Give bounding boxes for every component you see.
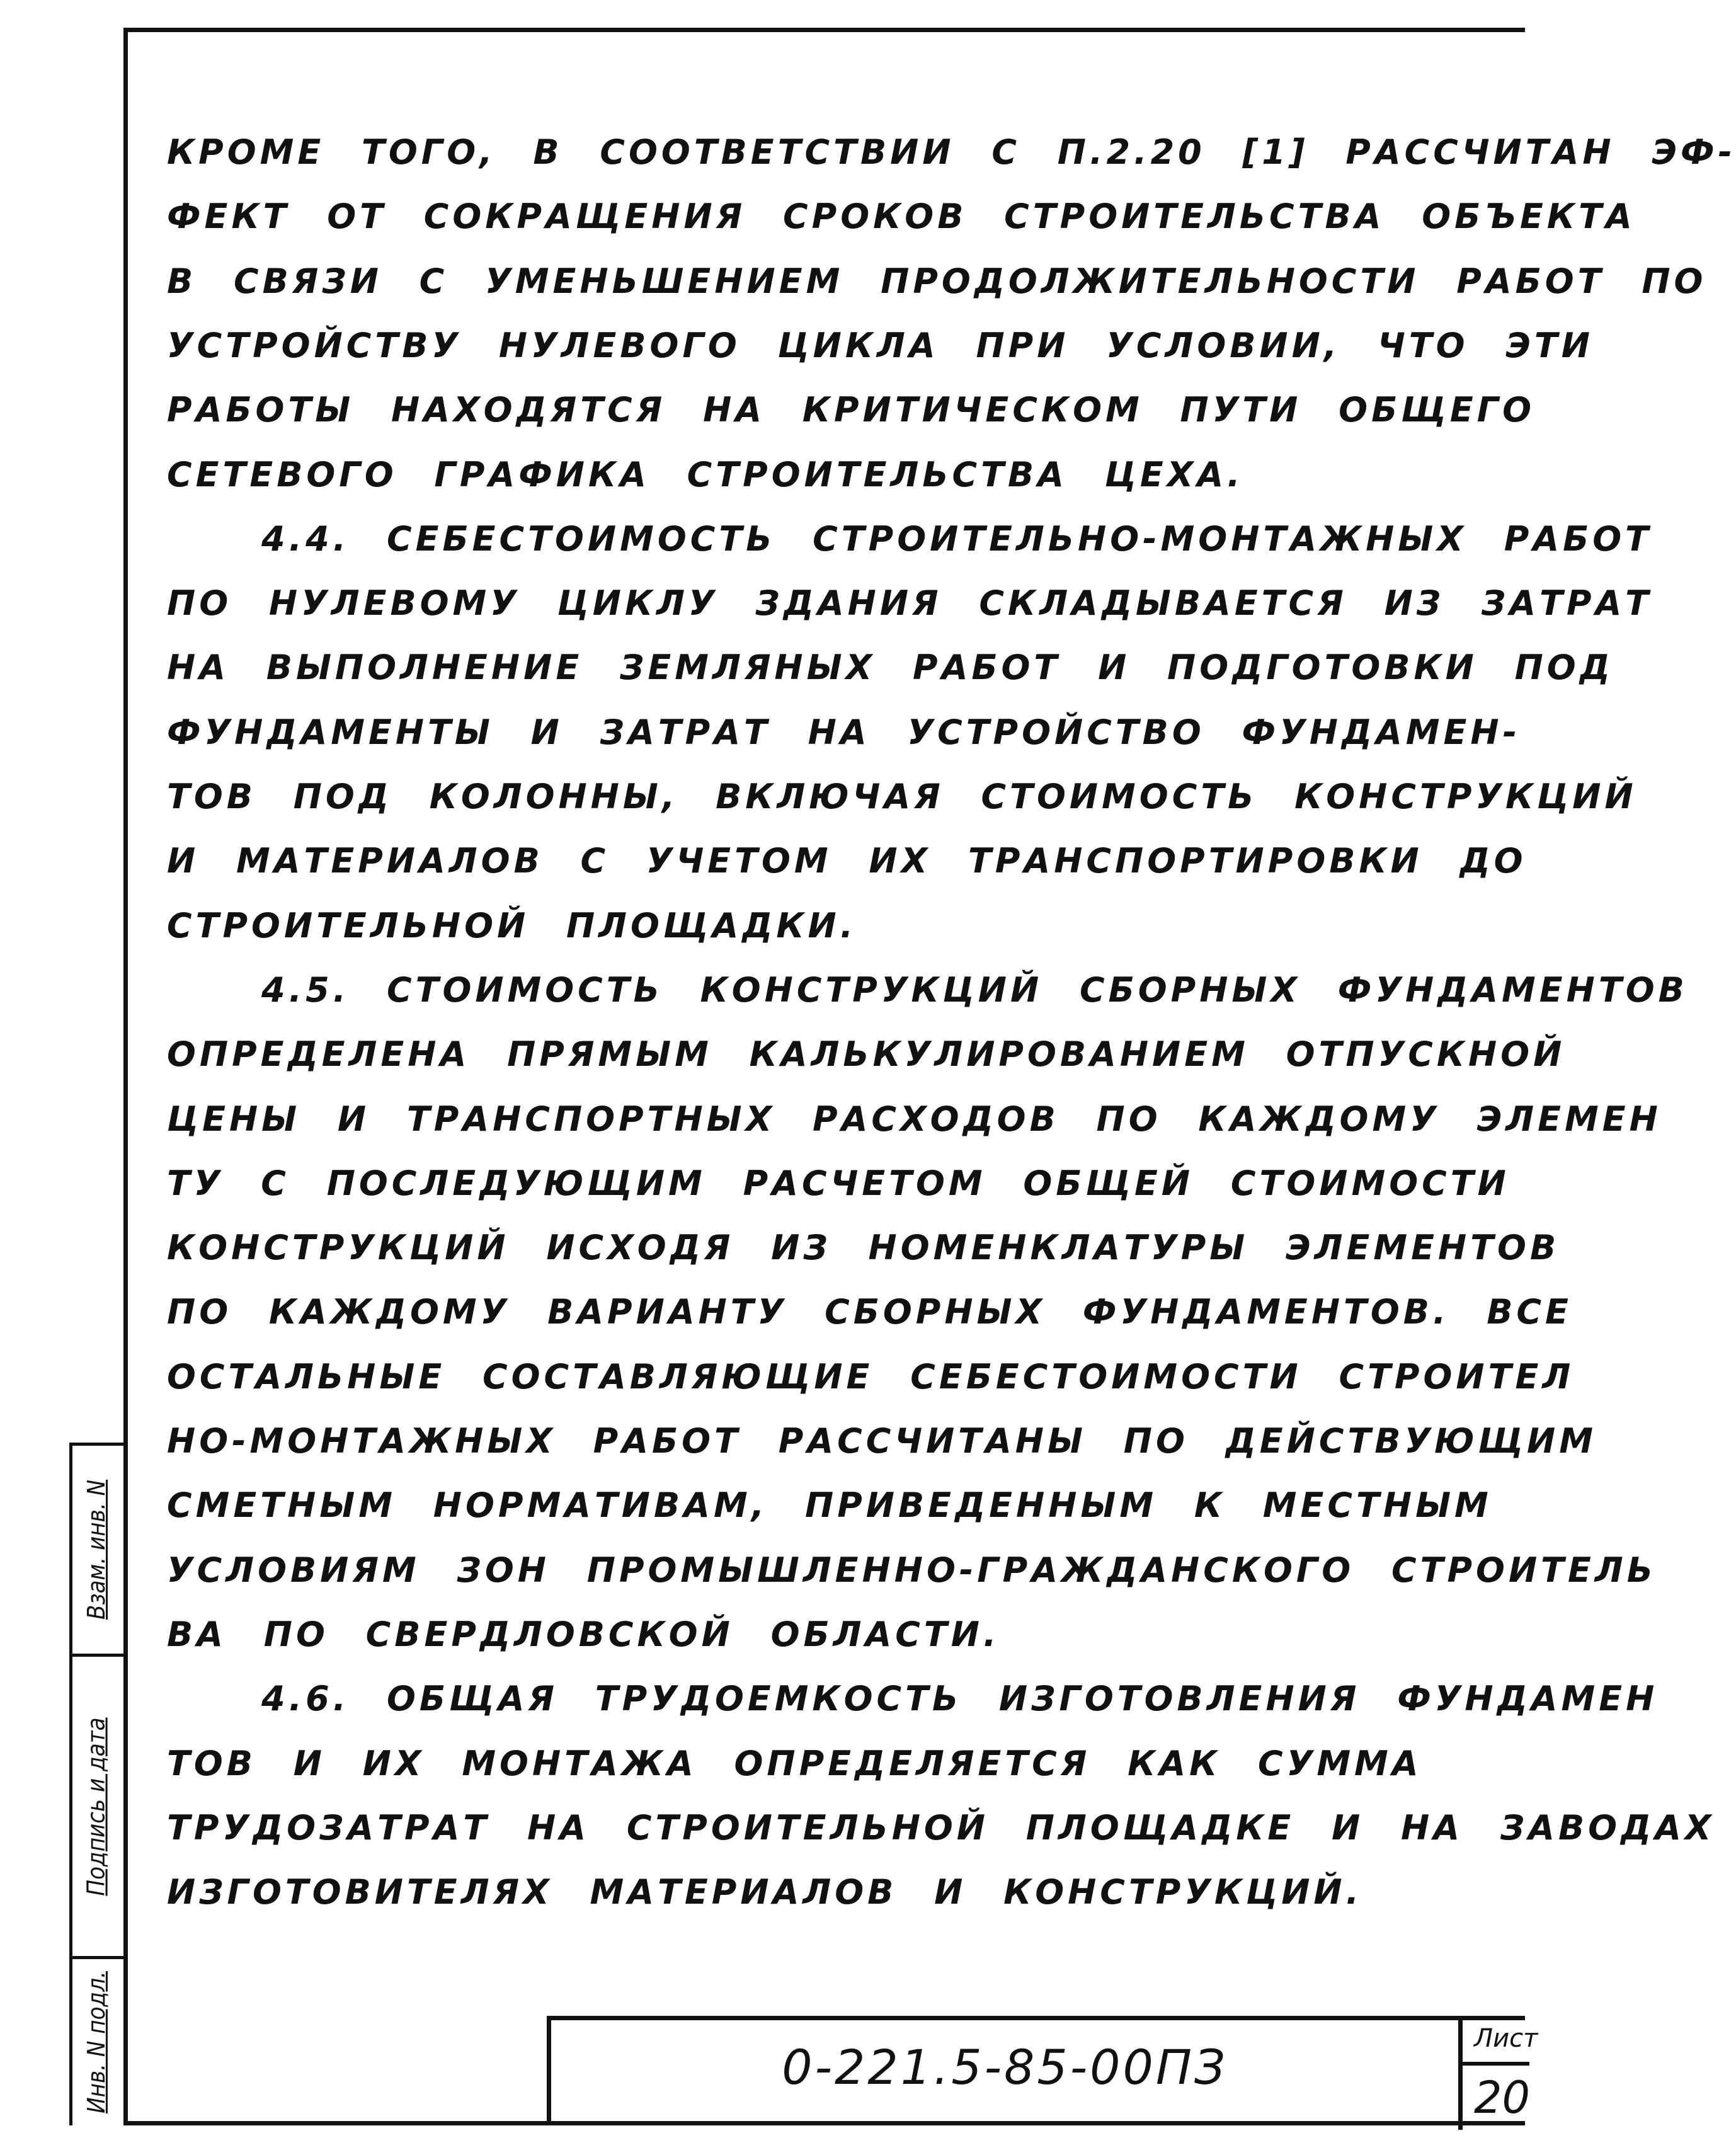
text-line: ИЗГОТОВИТЕЛЯХ МАТЕРИАЛОВ И КОНСТРУКЦИЙ. [167, 1872, 1363, 1913]
stamp-signature-date-label: Подпись и дата [83, 1717, 110, 1896]
text-line: ОПРЕДЕЛЕНА ПРЯМЫМ КАЛЬКУЛИРОВАНИЕМ ОТПУСКНОЙ [167, 1034, 1566, 1075]
paragraph-start-line: 4.5. СТОИМОСТЬ КОНСТРУКЦИЙ СБОРНЫХ ФУНДАМЕНТОВ [261, 969, 1688, 1010]
sheet-label: Лист [1474, 2024, 1538, 2053]
text-line: СЕТЕВОГО ГРАФИКА СТРОИТЕЛЬСТВА ЦЕХА. [167, 454, 1244, 495]
title-block-sheet-divider [1463, 2062, 1529, 2066]
text-line: УСТРОЙСТВУ НУЛЕВОГО ЦИКЛА ПРИ УСЛОВИИ, ЧТО ЭТИ [167, 325, 1594, 365]
frame-top-border [123, 28, 1525, 32]
text-line: И МАТЕРИАЛОВ С УЧЕТОМ ИХ ТРАНСПОРТИРОВКИ ДО [167, 841, 1527, 881]
stamp-inv-no-label: Инв. N подл. [83, 1971, 110, 2113]
text-line: УСЛОВИЯМ ЗОН ПРОМЫШЛЕННО-ГРАЖДАНСКОГО СТРОИТЕЛЬ [167, 1550, 1657, 1590]
document-code: 0-221.5-85-00ПЗ [782, 2039, 1228, 2095]
text-line: НА ВЫПОЛНЕНИЕ ЗЕМЛЯНЫХ РАБОТ И ПОДГОТОВКИ ПОД [167, 648, 1614, 688]
text-line: НО-МОНТАЖНЫХ РАБОТ РАССЧИТАНЫ ПО ДЕЙСТВУЮЩИМ [167, 1421, 1597, 1461]
title-block [547, 2016, 1538, 2125]
text-line: ТОВ ПОД КОЛОННЫ, ВКЛЮЧАЯ СТОИМОСТЬ КОНСТРУКЦИЙ [167, 777, 1637, 816]
paragraph-start-line: 4.6. ОБЩАЯ ТРУДОЕМКОСТЬ ИЗГОТОВЛЕНИЯ ФУНДАМЕН [261, 1679, 1659, 1719]
text-line: ТОВ И ИХ МОНТАЖА ОПРЕДЕЛЯЕТСЯ КАК СУММА [167, 1743, 1422, 1783]
text-line: ФУНДАМЕНТЫ И ЗАТРАТ НА УСТРОЙСТВО ФУНДАМЕН- [167, 712, 1521, 752]
stamp-cell-signature-date [69, 1657, 123, 1956]
text-line: ФЕКТ ОТ СОКРАЩЕНИЯ СРОКОВ СТРОИТЕЛЬСТВА ОБЪЕКТА [167, 197, 1636, 237]
sheet-number: 20 [1474, 2072, 1531, 2124]
text-line: ТУ С ПОСЛЕДУЮЩИМ РАСЧЕТОМ ОБЩЕЙ СТОИМОСТИ [167, 1163, 1510, 1203]
stamp-replace-inv-label: Взам. инв. N [83, 1479, 110, 1620]
text-line: ТРУДОЗАТРАТ НА СТРОИТЕЛЬНОЙ ПЛОЩАДКЕ И НА ЗАВОДАХ [167, 1807, 1715, 1848]
text-line: В СВЯЗИ С УМЕНЬШЕНИЕМ ПРОДОЛЖИТЕЛЬНОСТИ РАБОТ ПО [167, 261, 1707, 301]
text-line: ПО НУЛЕВОМУ ЦИКЛУ ЗДАНИЯ СКЛАДЫВАЕТСЯ ИЗ ЗАТРАТ [167, 583, 1653, 624]
text-line: ВА ПО СВЕРДЛОВСКОЙ ОБЛАСТИ. [167, 1614, 1000, 1654]
text-line: ОСТАЛЬНЫЕ СОСТАВЛЯЮЩИЕ СЕБЕСТОИМОСТИ СТРОИТЕЛ [167, 1356, 1575, 1397]
text-line: КРОМЕ ТОГО, В СООТВЕТСТВИИ С П.2.20 [1] РАССЧИТАН ЭФ- [167, 132, 1736, 172]
frame-left-border [123, 28, 128, 2125]
paragraph-start-line: 4.4. СЕБЕСТОИМОСТЬ СТРОИТЕЛЬНО-МОНТАЖНЫХ РАБОТ [261, 518, 1652, 559]
text-line: РАБОТЫ НАХОДЯТСЯ НА КРИТИЧЕСКОМ ПУТИ ОБЩЕГО [167, 390, 1536, 430]
stamp-cell-inv-no [69, 1959, 123, 2125]
stamp-cell-replace-inv [69, 1446, 123, 1654]
text-line: ПО КАЖДОМУ ВАРИАНТУ СБОРНЫХ ФУНДАМЕНТОВ. ВСЕ [167, 1292, 1572, 1332]
text-line: СМЕТНЫМ НОРМАТИВАМ, ПРИВЕДЕННЫМ К МЕСТНЫМ [167, 1485, 1492, 1526]
text-line: ЦЕНЫ И ТРАНСПОРТНЫХ РАСХОДОВ ПО КАЖДОМУ ЭЛЕМЕН [167, 1099, 1662, 1139]
margin-stamp [69, 1443, 123, 2125]
title-block-divider [1458, 2016, 1463, 2130]
text-line: СТРОИТЕЛЬНОЙ ПЛОЩАДКИ. [167, 905, 857, 946]
text-line: КОНСТРУКЦИЙ ИСХОДЯ ИЗ НОМЕНКЛАТУРЫ ЭЛЕМЕНТОВ [167, 1228, 1560, 1268]
